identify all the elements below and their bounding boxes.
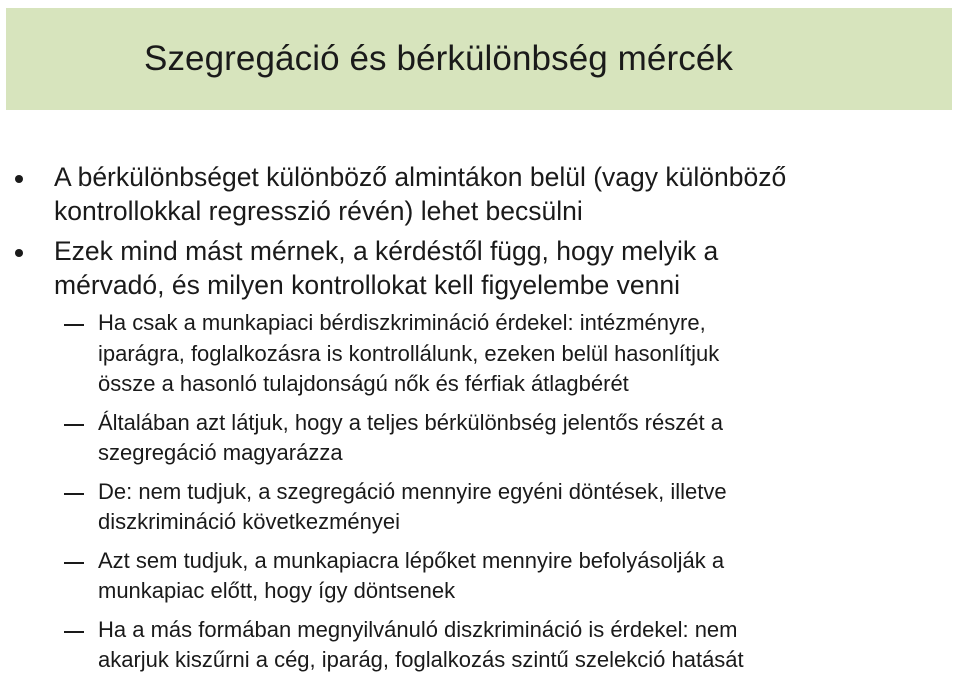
dash-icon: [64, 562, 84, 564]
sub-bullet-item: [0, 546, 948, 607]
bullet-text-line: Ezek mind mást mérnek, a kérdéstől függ, hogy melyik a: [54, 236, 719, 266]
dash-icon: [64, 424, 84, 426]
bullet-dot-icon: [15, 249, 23, 257]
sub-bullet-text-line: Azt sem tudjuk, a munkapiacra lépőket mennyire befolyásolják a: [98, 547, 725, 573]
title-banner: [6, 8, 952, 110]
sub-bullet-text-line: De: nem tudjuk, a szegregáció mennyire egyéni döntések, illetve: [98, 478, 727, 504]
dash-icon: [64, 493, 84, 495]
sub-bullet-item: [0, 308, 948, 400]
bullet-dot-icon: [15, 175, 23, 183]
bullet-text-line: kontrollokkal regresszió révén) lehet becsülni: [54, 196, 583, 226]
sub-bullet-item: [0, 477, 948, 538]
slide-title: Szegregáció és bérkülönbség mércék: [144, 39, 734, 78]
sub-bullet-text-line: Ha a más formában megnyilvánuló diszkrimináció is érdekel: nem: [98, 616, 738, 642]
sub-bullet-text-line: Általában azt látjuk, hogy a teljes bérkülönbség jelentős részét a: [98, 409, 723, 435]
sub-bullet-text-line: munkapiac előtt, hogy így döntsenek: [98, 578, 456, 603]
dash-icon: [64, 631, 84, 633]
sub-bullet-item: [0, 408, 948, 469]
sub-bullet-text-line: diszkrimináció következményei: [98, 509, 400, 534]
sub-bullet-item: [0, 615, 948, 676]
sub-bullet-text-line: szegregáció magyarázza: [98, 440, 343, 465]
dash-icon: [64, 324, 84, 326]
sub-bullet-text-line: Ha csak a munkapiaci bérdiszkrimináció érdekel: intézményre,: [98, 310, 706, 335]
sub-bullet-text-line: iparágra, foglalkozásra is kontrollálunk, ezeken belül hasonlítjuk: [98, 340, 720, 366]
bullet-item: [0, 234, 954, 302]
sub-bullet-text-line: össze a hasonló tulajdonságú nők és férfiak átlagbérét: [98, 371, 629, 396]
bullet-item: [0, 160, 954, 228]
sub-bullet-text-line: akarjuk kiszűrni a cég, iparág, foglalkozás szintű szelekció hatását: [98, 647, 744, 672]
bullet-text-line: A bérkülönbséget különböző almintákon belül (vagy különböző: [54, 162, 787, 192]
slide-body: [0, 160, 960, 684]
bullet-text-line: mérvadó, és milyen kontrollokat kell figyelembe venni: [54, 270, 680, 300]
